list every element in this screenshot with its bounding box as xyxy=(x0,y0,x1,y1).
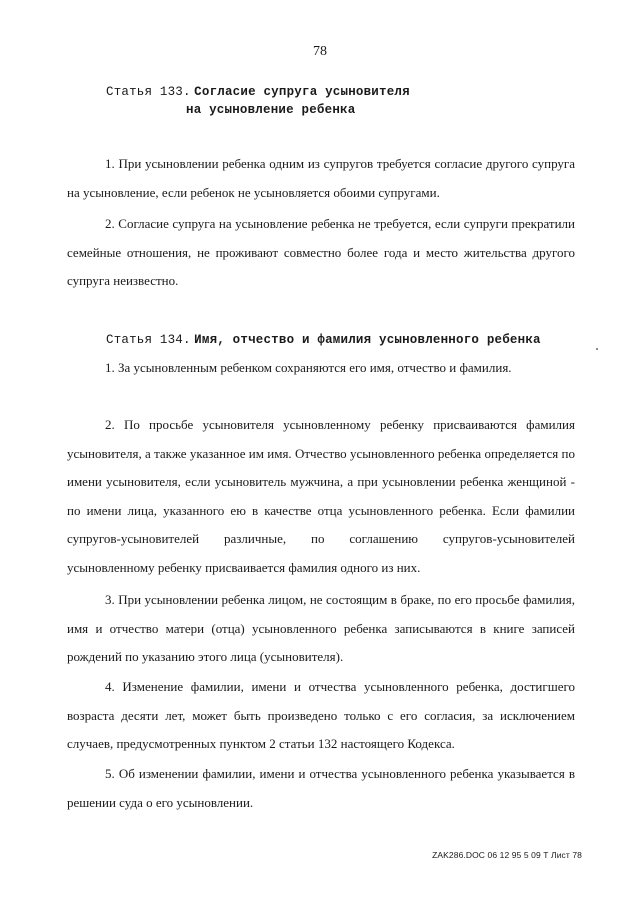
article-134-paragraph-1: 1. За усыновленным ребенком сохраняются его имя, отчество и фамилия. xyxy=(105,360,512,375)
article-133-title-line2: на усыновление ребенка xyxy=(186,103,356,117)
article-134-paragraph-3: 3. При усыновлении ребенка лицом, не состоящим в браке, по его просьбе фамилия, имя и отчество матери (отца) усыновленного ребенка записываются в книге записей рождений по указанию этого лица (усыновителя). xyxy=(67,592,575,664)
article-133-title-line1: Согласие супруга усыновителя xyxy=(194,85,410,99)
page-number: 78 xyxy=(313,44,327,59)
article-133-paragraph-2: 2. Согласие супруга на усыновление ребенка не требуется, если супруги прекратили семейные отношения, не проживают совместно более года и место жительства другого супруга неизвестно. xyxy=(67,216,575,288)
article-133-paragraph-1: 1. При усыновлении ребенка одним из супругов требуется согласие другого супруга на усыновление, если ребенок не усыновляется обоими супругами. xyxy=(67,156,575,200)
stray-mark xyxy=(596,348,598,350)
article-134-title: Имя, отчество и фамилия усыновленного ребенка xyxy=(194,333,541,347)
article-134-paragraph-4: 4. Изменение фамилии, имени и отчества усыновленного ребенка, достигшего возраста десяти лет, может быть произведено только с его согласия, за исключением случаев, предусмотренных пунктом 2 статьи 132 настоящего Кодекса. xyxy=(67,679,575,751)
article-134-paragraph-5: 5. Об изменении фамилии, имени и отчества усыновленного ребенка указывается в решении суда о его усыновлении. xyxy=(67,766,575,810)
document-footer: ZAK286.DOC 06 12 95 5 09 Т Лист 78 xyxy=(432,850,582,860)
article-134-number: Статья 134. xyxy=(106,333,191,347)
article-133-heading xyxy=(106,82,410,119)
article-133-number: Статья 133. xyxy=(106,85,191,99)
article-134-paragraph-2: 2. По просьбе усыновителя усыновленному ребенку присваиваются фамилия усыновителя, а также указанное им имя. Отчество усыновленного ребенка определяется по имени усыновителя, если усыновитель мужчина, а при усыновлении ребенка женщиной - по имени лица, указанного ею в качестве отца усыновленного ребенка. Если фамилии супругов-усыновителей различные, по соглашению супругов-усыновителей усыновленному ребенку присваивается фамилия одного из них. xyxy=(67,417,575,575)
article-134-heading xyxy=(106,330,541,349)
